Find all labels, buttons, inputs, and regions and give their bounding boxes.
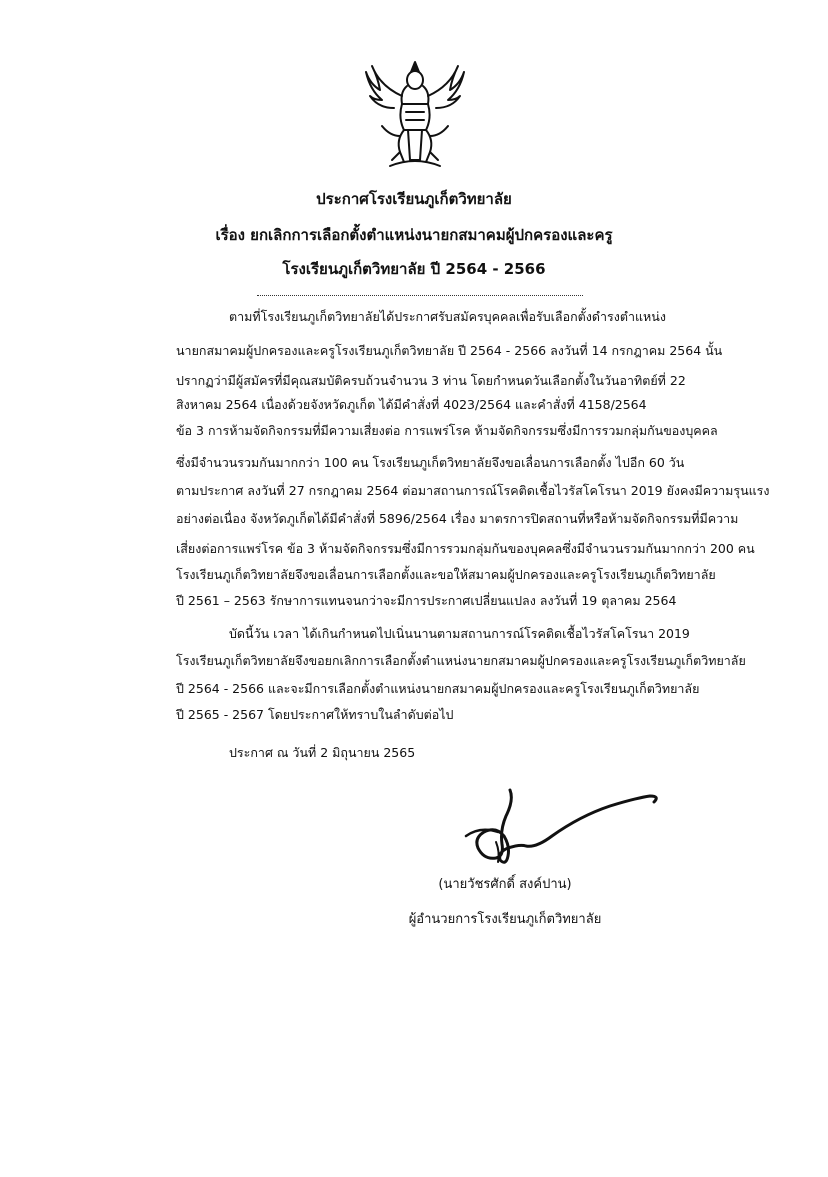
announcement-subject: เรื่อง ยกเลิกการเลือกตั้งตำแหน่งนายกสมาคมผู้ปกครองและครู	[215, 226, 613, 244]
dotted-divider	[257, 295, 583, 296]
garuda-emblem-icon	[360, 56, 470, 174]
signer-title: ผู้อำนวยการโรงเรียนภูเก็ตวิทยาลัย	[408, 912, 602, 927]
body-line: ปี 2561 – 2563 รักษาการแทนจนกว่าจะมีการประกาศเปลี่ยนแปลง ลงวันที่ 19 ตุลาคม 2564	[176, 593, 677, 608]
body-line: โรงเรียนภูเก็ตวิทยาลัยจึงขอเลื่อนการเลือกตั้งและขอให้สมาคมผู้ปกครองและครูโรงเรียนภูเก็ตวิทยาลัย	[176, 567, 716, 582]
body-line: อย่างต่อเนื่อง จังหวัดภูเก็ตได้มีคำสั่งที่ 5896/2564 เรื่อง มาตรการปิดสถานที่หรือห้ามจัดกิจกรรมที่มีความ	[176, 511, 739, 526]
body-line: เสี่ยงต่อการแพร่โรค ข้อ 3 ห้ามจัดกิจกรรมซึ่งมีการรวมกลุ่มกันของบุคคลซึ่งมีจำนวนรวมกันมากกว่า 200 คน	[176, 541, 755, 556]
body-line: บัดนี้วัน เวลา ได้เกินกำหนดไปเนิ่นนานตามสถานการณ์โรคติดเชื้อไวรัสโคโรนา 2019	[229, 626, 690, 641]
body-line: สิงหาคม 2564 เนื่องด้วยจังหวัดภูเก็ต ได้มีคำสั่งที่ 4023/2564 และคำสั่งที่ 4158/2564	[176, 397, 647, 412]
body-line: ปรากฏว่ามีผู้สมัครที่มีคุณสมบัติครบถ้วนจำนวน 3 ท่าน โดยกำหนดวันเลือกตั้งในวันอาทิตย์ที่ 22	[176, 373, 686, 388]
announce-date: ประกาศ ณ วันที่ 2 มิถุนายน 2565	[229, 745, 416, 760]
signer-name: (นายวัชรศักดิ์ สงค์ปาน)	[438, 877, 572, 892]
body-line: ตามประกาศ ลงวันที่ 27 กรกฎาคม 2564 ต่อมาสถานการณ์โรคติดเชื้อไวรัสโคโรนา 2019 ยังคงมีความรุนแรง	[176, 483, 770, 498]
body-line: ซึ่งมีจำนวนรวมกันมากกว่า 100 คน โรงเรียนภูเก็ตวิทยาลัยจึงขอเลื่อนการเลือกตั้ง ไปอีก 60 วัน	[176, 455, 685, 470]
body-line: ปี 2564 - 2566 และจะมีการเลือกตั้งตำแหน่งนายกสมาคมผู้ปกครองและครูโรงเรียนภูเก็ตวิทยาลัย	[176, 681, 700, 696]
body-line: โรงเรียนภูเก็ตวิทยาลัยจึงขอยกเลิกการเลือกตั้งตำแหน่งนายกสมาคมผู้ปกครองและครูโรงเรียนภูเก็ตวิทยาลัย	[176, 653, 746, 668]
body-line: ปี 2565 - 2567 โดยประกาศให้ทราบในลำดับต่อไป	[176, 707, 454, 722]
body-line: ตามที่โรงเรียนภูเก็ตวิทยาลัยได้ประกาศรับสมัครบุคคลเพื่อรับเลือกตั้งดำรงตำแหน่ง	[229, 309, 666, 324]
handwritten-signature	[440, 786, 680, 886]
announcement-title: ประกาศโรงเรียนภูเก็ตวิทยาลัย	[316, 190, 512, 208]
announcement-subject-school: โรงเรียนภูเก็ตวิทยาลัย ปี 2564 - 2566	[282, 260, 546, 278]
body-line: ข้อ 3 การห้ามจัดกิจกรรมที่มีความเสี่ยงต่อ การแพร่โรค ห้ามจัดกิจกรรมซึ่งมีการรวมกลุ่มกันของบุคคล	[176, 423, 718, 438]
body-line: นายกสมาคมผู้ปกครองและครูโรงเรียนภูเก็ตวิทยาลัย ปี 2564 - 2566 ลงวันที่ 14 กรกฎาคม 2564 นั้น	[176, 343, 723, 358]
